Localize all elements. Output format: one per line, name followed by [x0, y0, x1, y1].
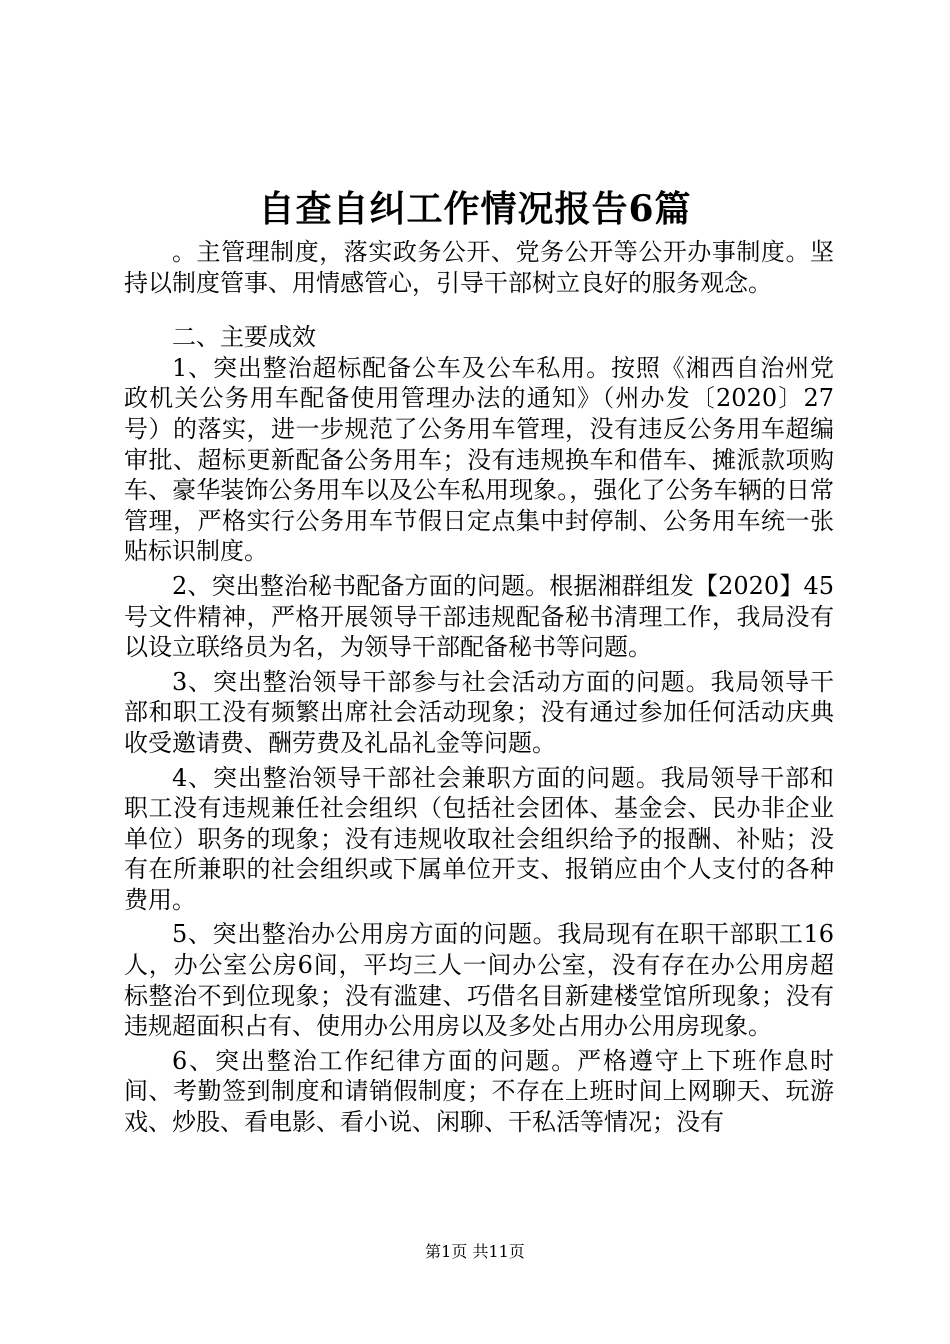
section-heading: 二、主要成效	[172, 323, 316, 352]
paragraph-item-6: 6、突出整治工作纪律方面的问题。严格遵守上下班作息时间、考勤签到制度和请销假制度；不存在上班时间上网聊天、玩游戏、炒股、看电影、看小说、闲聊、干私活等情况；没有	[124, 1046, 834, 1137]
document-body	[124, 237, 834, 1138]
page-number-footer: 第1页 共11页	[425, 1242, 525, 1261]
paragraph-intro: 。主管理制度，落实政务公开、党务公开等公开办事制度。坚持以制度管事、用情感管心，引导干部树立良好的服务观念。	[124, 238, 834, 297]
paragraph-item-4: 4、突出整治领导干部社会兼职方面的问题。我局领导干部和职工没有违规兼任社会组织（包括社会团体、基金会、民办非企业单位）职务的现象；没有违规收取社会组织给予的报酬、补贴；没有在所兼职的社会组织或下属单位开支、报销应由个人支付的各种费用。	[124, 763, 834, 914]
paragraph-item-2: 2、突出整治秘书配备方面的问题。根据湘群组发【2020】45号文件精神，严格开展领导干部违规配备秘书清理工作，我局没有以设立联络员为名，为领导干部配备秘书等问题。	[124, 571, 834, 662]
paragraph-item-1: 1、突出整治超标配备公车及公车私用。按照《湘西自治州党政机关公务用车配备使用管理办法的通知》（州办发〔2020〕27号）的落实，进一步规范了公务用车管理，没有违反公务用车超编审批、超标更新配备公务用车；没有违规换车和借车、摊派款项购车、豪华装饰公务用车以及公车私用现象。，强化了公务车辆的日常管理，严格实行公务用车节假日定点集中封停制、公务用车统一张贴标识制度。	[124, 353, 834, 566]
document-title: 自查自纠工作情况报告6篇	[258, 188, 692, 230]
paragraph-item-5: 5、突出整治办公用房方面的问题。我局现有在职干部职工16人，办公室公房6间，平均三人一间办公室，没有存在办公用房超标整治不到位现象；没有滥建、巧借名目新建楼堂馆所现象；没有违规超面积占有、使用办公用房以及多处占用办公用房现象。	[124, 920, 834, 1041]
paragraph-item-3: 3、突出整治领导干部参与社会活动方面的问题。我局领导干部和职工没有频繁出席社会活动现象；没有通过参加任何活动庆典收受邀请费、酬劳费及礼品礼金等问题。	[124, 667, 834, 757]
